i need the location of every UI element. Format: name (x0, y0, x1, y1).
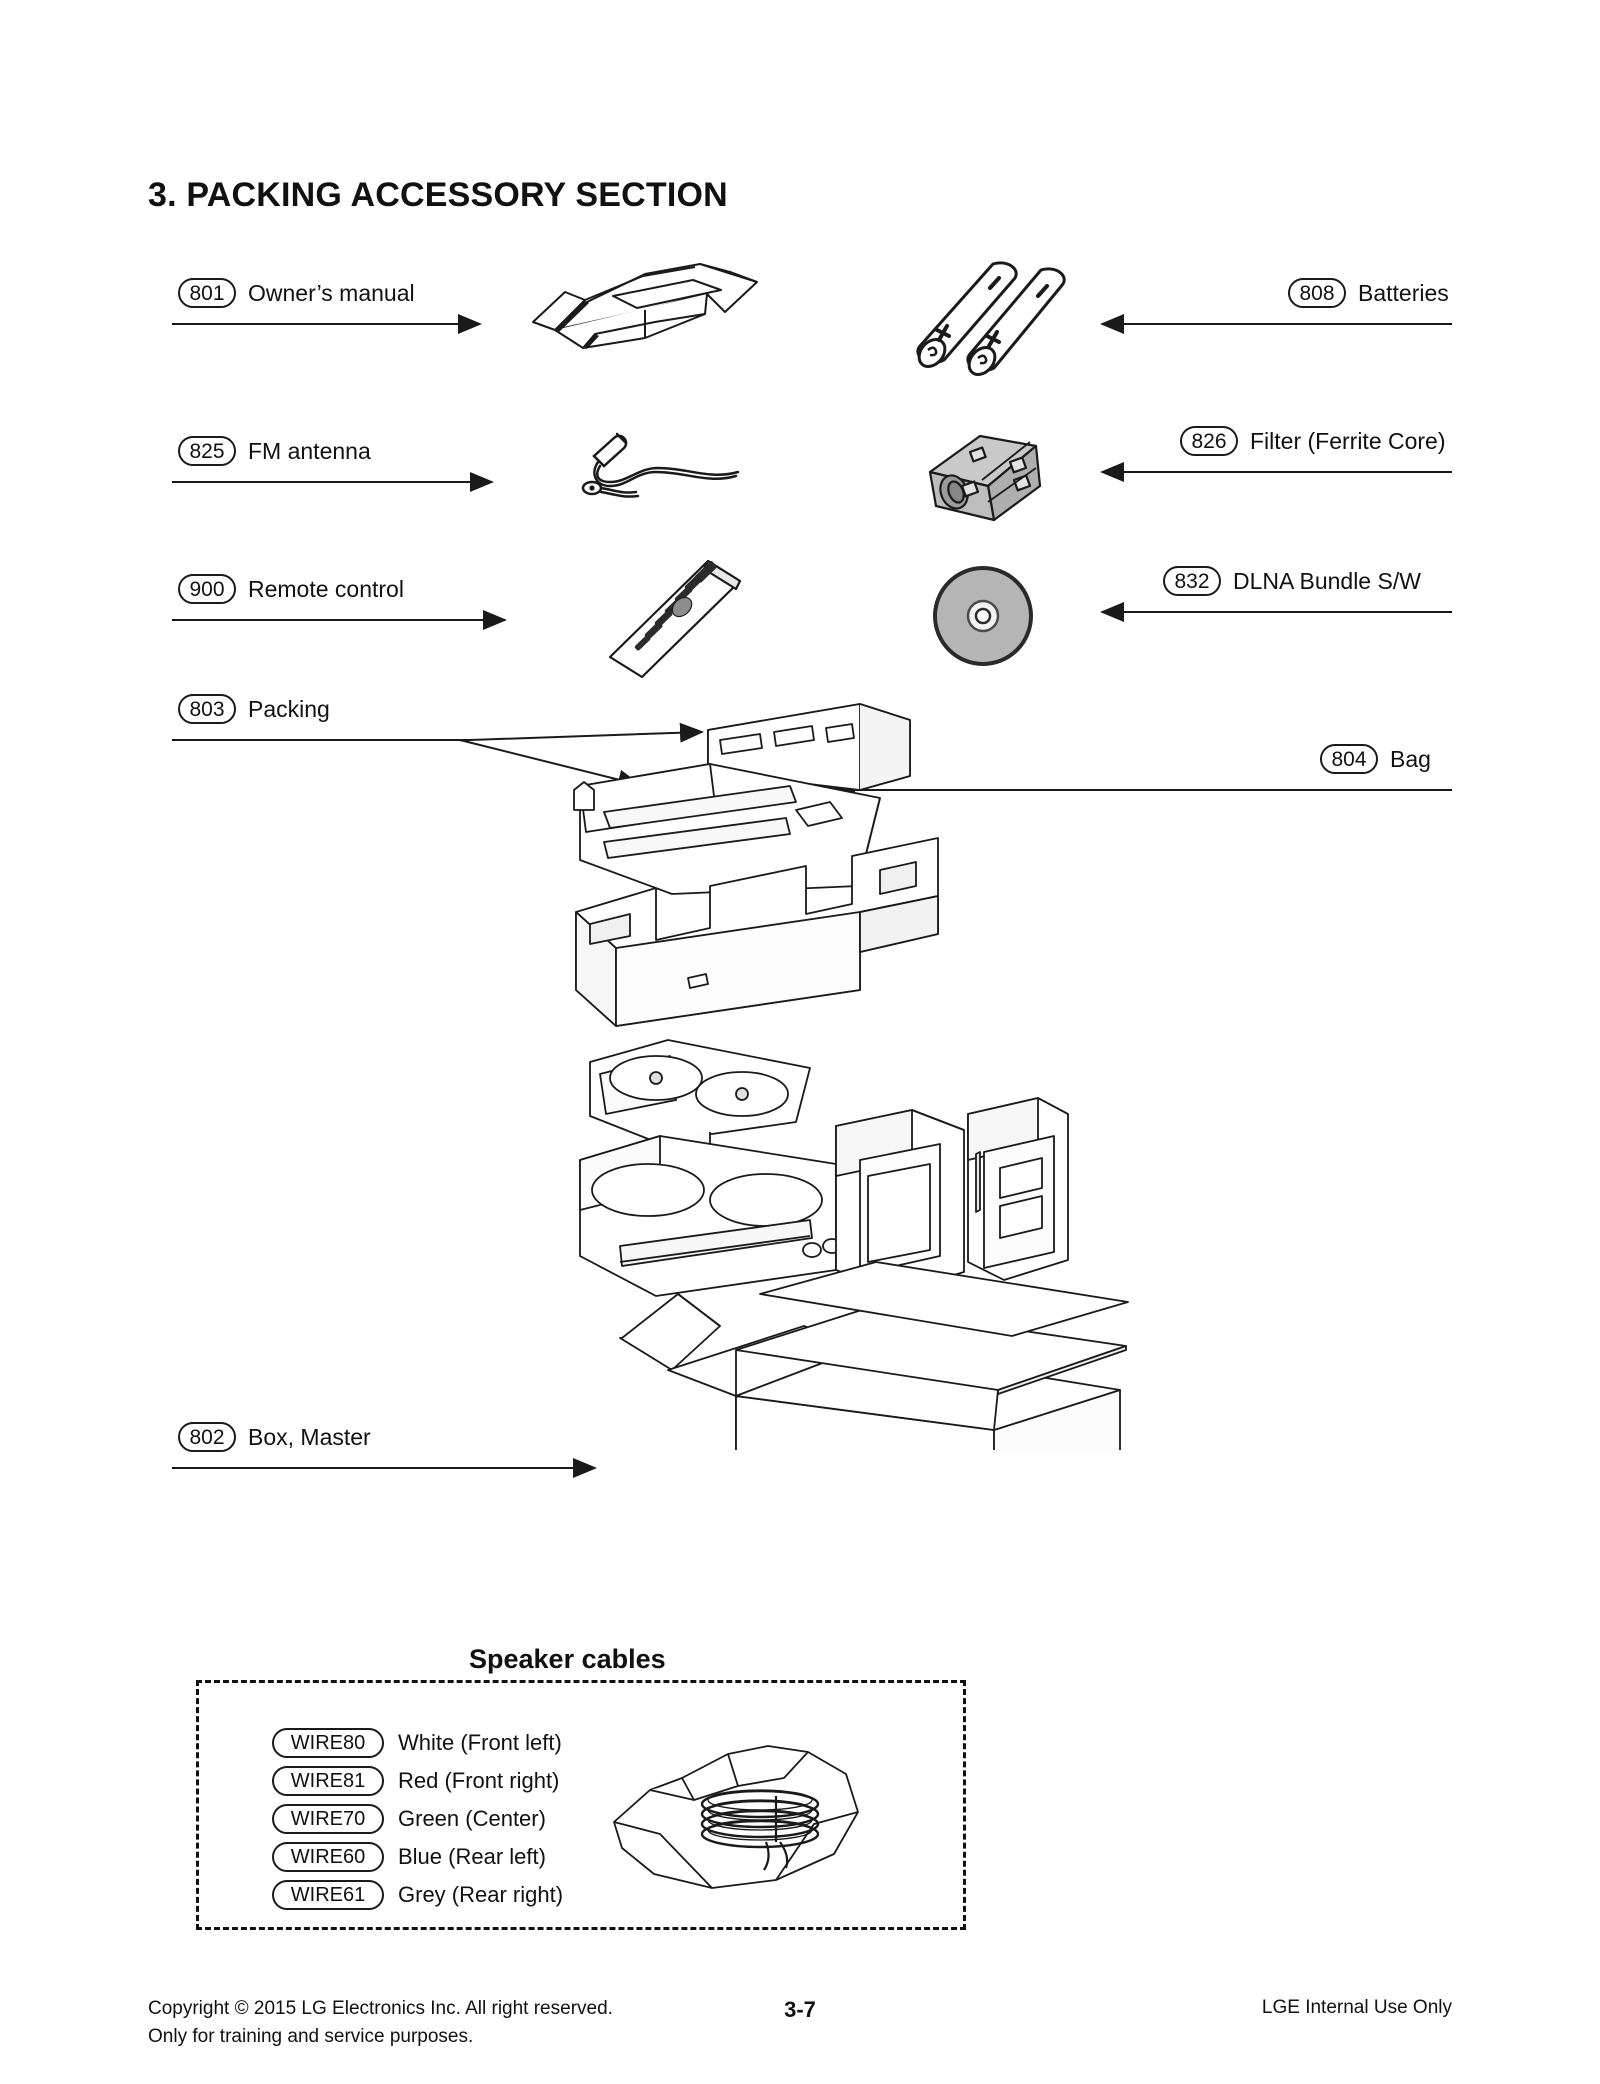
list-item[interactable] (272, 1763, 563, 1799)
callout-803[interactable] (178, 694, 330, 729)
ref-bubble-804: 804 (1320, 744, 1378, 774)
callout-label-832: DLNA Bundle S/W (1233, 567, 1421, 594)
cable-label-wire70: Green (Center) (398, 1806, 546, 1831)
callout-label-825: FM antenna (248, 437, 371, 464)
callout-label-802: Box, Master (248, 1423, 371, 1450)
callout-label-804: Bag (1390, 745, 1431, 772)
callout-832[interactable] (1163, 566, 1421, 601)
ref-bubble-900: 900 (178, 574, 236, 604)
packing-exploded-illustration (560, 690, 1180, 1450)
callout-label-826: Filter (Ferrite Core) (1250, 427, 1446, 454)
ref-bubble-808: 808 (1288, 278, 1346, 308)
ref-bubble-803: 803 (178, 694, 236, 724)
speaker-cables-title: Speaker cables (455, 1644, 680, 1675)
callout-826[interactable] (1180, 426, 1446, 461)
ref-bubble-wire61: WIRE61 (272, 1880, 384, 1910)
callout-label-808: Batteries (1358, 279, 1449, 306)
page-number: 3-7 (784, 1997, 816, 2022)
remote-control-icon (590, 555, 760, 685)
fm-antenna-icon (570, 432, 760, 537)
internal-use-notice: LGE Internal Use Only (1261, 1997, 1452, 2018)
callout-804[interactable] (1320, 744, 1431, 779)
list-item[interactable] (272, 1801, 563, 1837)
batteries-icon (898, 258, 1088, 378)
callout-801[interactable] (178, 278, 415, 313)
ref-bubble-832: 832 (1163, 566, 1221, 596)
list-item[interactable] (272, 1839, 563, 1875)
ferrite-core-icon (918, 424, 1078, 524)
copyright-line-1: Copyright © 2015 LG Electronics Inc. All right reserved. (148, 1998, 613, 2019)
ref-bubble-wire80: WIRE80 (272, 1728, 384, 1758)
callout-label-801: Owner’s manual (248, 279, 415, 306)
page-title: 3. PACKING ACCESSORY SECTION (148, 176, 728, 214)
disc-icon (925, 558, 1045, 673)
callout-808[interactable] (1288, 278, 1449, 313)
ref-bubble-802: 802 (178, 1422, 236, 1452)
manual-icon (525, 252, 765, 362)
ref-bubble-801: 801 (178, 278, 236, 308)
ref-bubble-wire81: WIRE81 (272, 1766, 384, 1796)
cable-label-wire60: Blue (Rear left) (398, 1844, 546, 1869)
callout-900[interactable] (178, 574, 404, 609)
callout-802[interactable] (178, 1422, 371, 1457)
copyright-line-2: Only for training and service purposes. (148, 2025, 474, 2047)
cable-label-wire81: Red (Front right) (398, 1768, 560, 1793)
ref-bubble-825: 825 (178, 436, 236, 466)
cable-bundle-icon (608, 1738, 868, 1898)
callout-825[interactable] (178, 436, 371, 471)
page-footer (0, 1995, 1600, 2075)
callout-label-900: Remote control (248, 575, 404, 602)
ref-bubble-wire60: WIRE60 (272, 1842, 384, 1872)
ref-bubble-wire70: WIRE70 (272, 1804, 384, 1834)
callout-label-803: Packing (248, 695, 330, 722)
cable-label-wire80: White (Front left) (398, 1730, 562, 1755)
ref-bubble-826: 826 (1180, 426, 1238, 456)
list-item[interactable] (272, 1877, 563, 1913)
cable-label-wire61: Grey (Rear right) (398, 1882, 564, 1907)
list-item[interactable] (272, 1725, 563, 1761)
speaker-cables-list (272, 1725, 563, 1913)
